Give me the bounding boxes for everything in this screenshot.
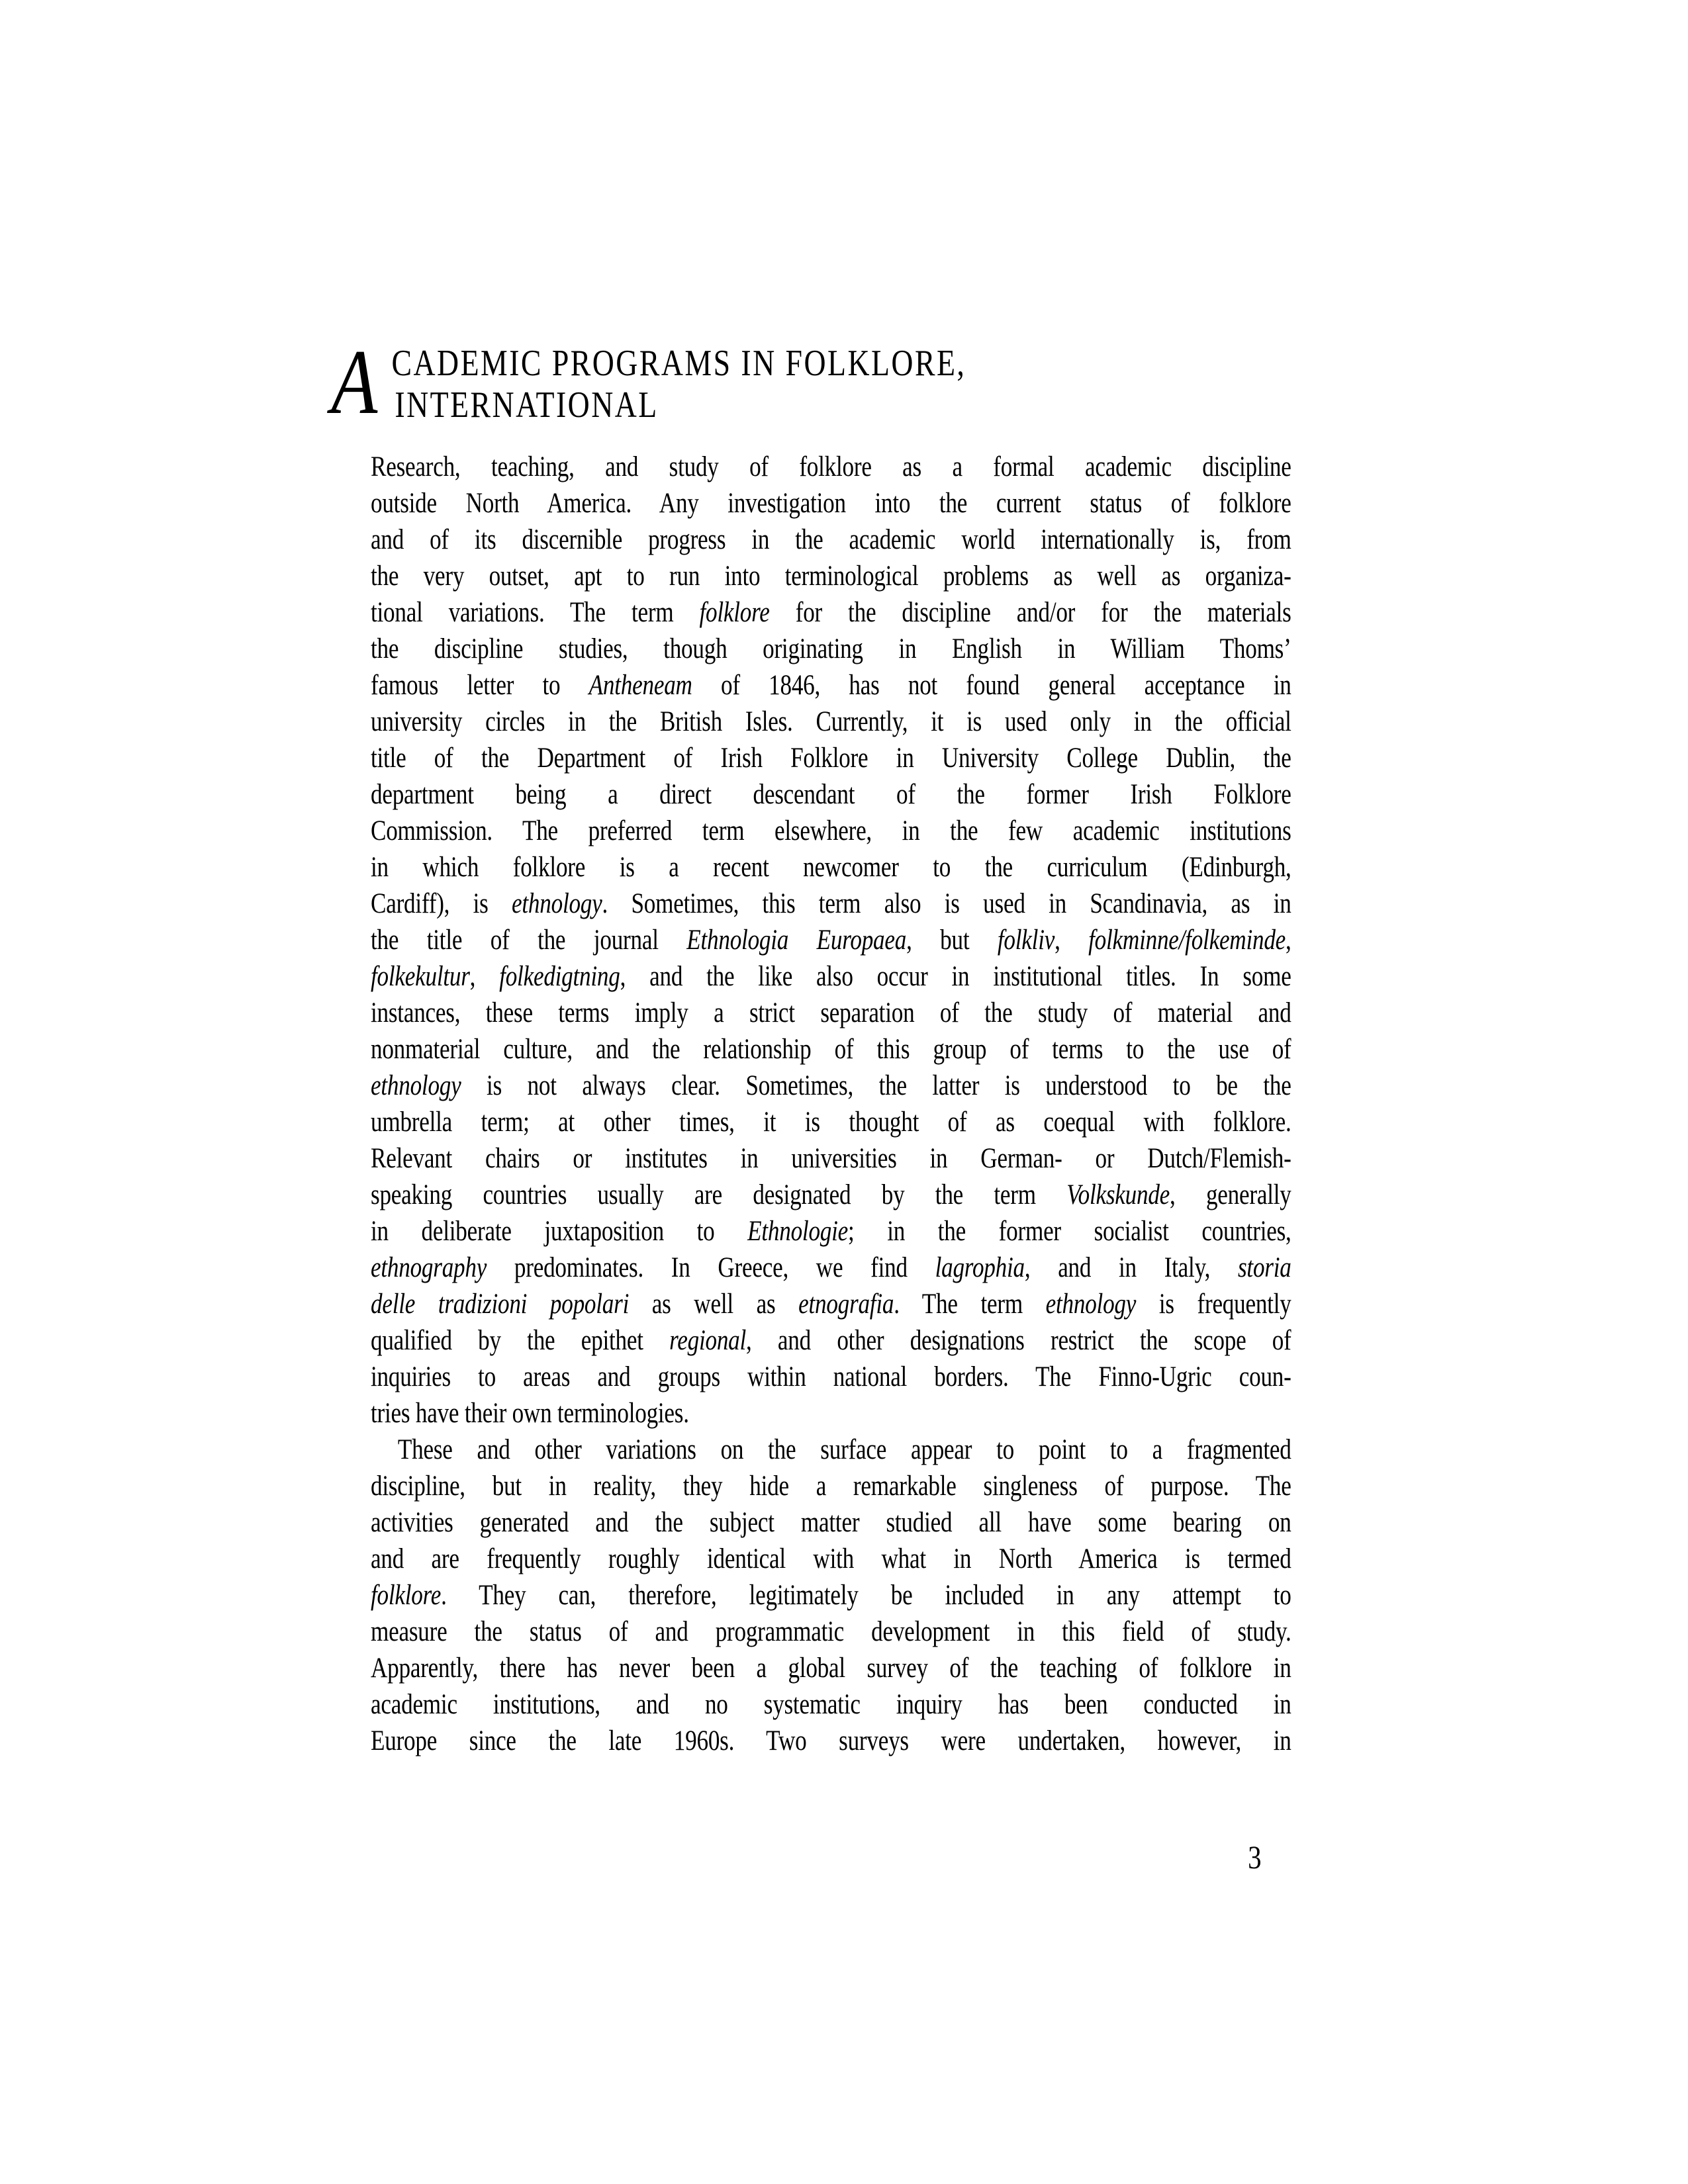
- text-line: the title of the journal Ethnologia Europaea, but folkliv, folkminne/folkeminde,: [371, 925, 1291, 956]
- text-line: Commission. The preferred term elsewhere, in the few academic institutions: [371, 815, 1291, 846]
- text-line: nonmaterial culture, and the relationship of this group of terms to the use of: [371, 1034, 1291, 1065]
- text-line: Apparently, there has never been a global survey of the teaching of folklore in: [371, 1653, 1291, 1684]
- text-line: These and other variations on the surface appear to point to a fragmented: [397, 1434, 1291, 1465]
- text-line: the discipline studies, though originating in English in William Thoms’: [371, 633, 1291, 664]
- text-line: discipline, but in reality, they hide a remarkable singleness of purpose. The: [371, 1471, 1291, 1502]
- text-line: in which folklore is a recent newcomer to the curriculum (Edinburgh,: [371, 852, 1291, 883]
- paragraph: [371, 1432, 1291, 1759]
- text-line: in deliberate juxtaposition to Ethnologie; in the former socialist countries,: [371, 1216, 1291, 1247]
- chapter-title-line-2: INTERNATIONAL: [395, 385, 659, 426]
- text-line: famous letter to Antheneam of 1846, has not found general acceptance in: [371, 670, 1291, 701]
- text-line: activities generated and the subject matter studied all have some bearing on: [371, 1507, 1291, 1538]
- chapter-title-line-1: CADEMIC PROGRAMS IN FOLKLORE,: [391, 343, 966, 384]
- text-line: Europe since the late 1960s. Two surveys were undertaken, however, in: [371, 1725, 1291, 1756]
- text-line: title of the Department of Irish Folklore in University College Dublin, the: [371, 743, 1291, 774]
- text-line: tional variations. The term folklore for the discipline and/or for the materials: [371, 597, 1291, 628]
- dropcap-letter: A: [331, 331, 378, 433]
- text-line: inquiries to areas and groups within national borders. The Finno-Ugric coun-: [371, 1361, 1291, 1392]
- text-line: Relevant chairs or institutes in universities in German- or Dutch/Flemish-: [371, 1143, 1291, 1174]
- chapter-title: [392, 343, 966, 426]
- text-line: outside North America. Any investigation into the current status of folklore: [371, 488, 1291, 519]
- text-line: qualified by the epithet regional, and other designations restrict the scope of: [371, 1325, 1291, 1356]
- text-line: measure the status of and programmatic development in this field of study.: [371, 1616, 1291, 1647]
- text-line: ethnography predominates. In Greece, we find lagrophia, and in Italy, storia: [371, 1252, 1291, 1283]
- text-line: and are frequently roughly identical with what in North America is termed: [371, 1543, 1291, 1574]
- text-line: folklore. They can, therefore, legitimately be included in any attempt to: [371, 1580, 1291, 1611]
- text-line: instances, these terms imply a strict separation of the study of material and: [371, 997, 1291, 1028]
- text-line: umbrella term; at other times, it is thought of as coequal with folklore.: [371, 1107, 1291, 1138]
- text-line: university circles in the British Isles. Currently, it is used only in the official: [371, 706, 1291, 737]
- chapter-heading: [331, 331, 966, 433]
- body-text: [371, 449, 1291, 1759]
- text-line: speaking countries usually are designated by the term Volkskunde, generally: [371, 1179, 1291, 1210]
- text-line: department being a direct descendant of the former Irish Folklore: [371, 779, 1291, 810]
- page-number: 3: [1248, 1839, 1262, 1876]
- text-line: Cardiff), is ethnology. Sometimes, this term also is used in Scandinavia, as in: [371, 888, 1291, 919]
- text-line: Research, teaching, and study of folklore as a formal academic discipline: [371, 451, 1291, 482]
- content-area: [331, 316, 1291, 2184]
- text-line: and of its discernible progress in the academic world internationally is, from: [371, 524, 1291, 555]
- text-line: ethnology is not always clear. Sometimes, the latter is understood to be the: [371, 1070, 1291, 1101]
- paragraph: [371, 449, 1291, 1432]
- text-line: folkekultur, folkedigtning, and the like also occur in institutional titles. In some: [371, 961, 1291, 992]
- text-line: academic institutions, and no systematic inquiry has been conducted in: [371, 1689, 1291, 1720]
- text-line: tries have their own terminologies.: [371, 1398, 689, 1429]
- text-line: delle tradizioni popolari as well as etnografia. The term ethnology is frequently: [371, 1289, 1291, 1320]
- text-line: the very outset, apt to run into terminological problems as well as organiza-: [371, 561, 1291, 592]
